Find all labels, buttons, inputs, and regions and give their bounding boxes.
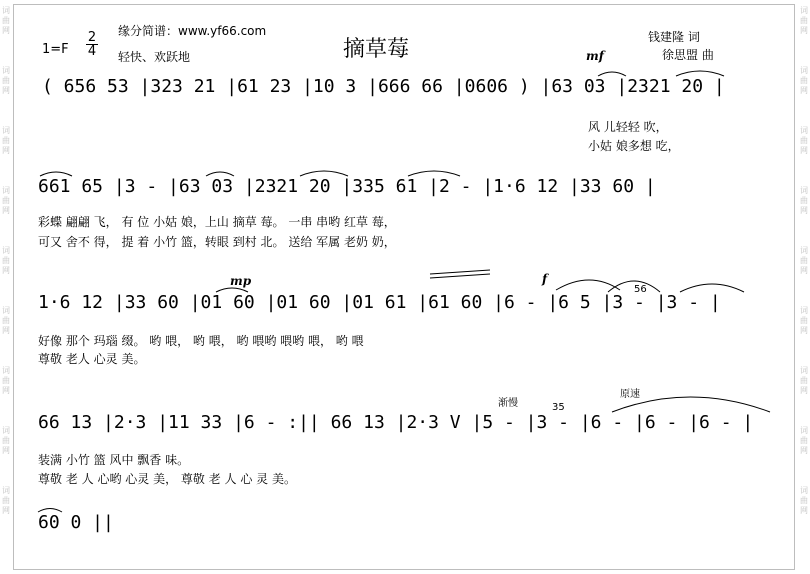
notation-line-5: 60 0 || — [38, 512, 114, 533]
watermark-right: 词曲网 — [800, 186, 808, 215]
slur — [300, 171, 348, 176]
time-signature-top: 2 — [87, 30, 97, 45]
watermark-left: 词曲网 — [2, 306, 10, 335]
watermark-right: 词曲网 — [800, 426, 808, 455]
watermark-right: 词曲网 — [800, 6, 808, 35]
grace-notes-2: 35 — [552, 402, 565, 413]
slur — [598, 72, 626, 76]
lyrics-line-4-verse-1: 装满 小竹 篮 风中 飘香 味。 — [38, 453, 190, 467]
lyrics-line-4-verse-2: 尊敬 老 人 心哟 心灵 美， 尊敬 老 人 心 灵 美。 — [38, 472, 296, 486]
notation-line-2: 661 65 |3 - |63 03 |2321 20 |335 61 |2 - |1·6 12 |33 60 | — [38, 176, 656, 197]
watermark-left: 词曲网 — [2, 366, 10, 395]
lyrics-line-3-verse-2: 尊敬 老人 心灵 美。 — [38, 352, 146, 366]
lyrics-line-2-verse-1: 彩蝶 翩翩 飞， 有 位 小姑 娘，上山 摘草 莓。 一串 串哟 红草 莓， — [38, 215, 396, 229]
lyrics-line-1-verse-2: 小姑 娘多想 吃， — [588, 139, 680, 153]
grace-notes: 56 — [634, 284, 647, 295]
composer-credit: 徐思盟 曲 — [662, 48, 714, 62]
watermark-right: 词曲网 — [800, 366, 808, 395]
lyrics-line-1-verse-1: 风 儿轻轻 吹， — [588, 120, 668, 134]
slur — [556, 280, 620, 290]
notation-line-3: 1·6 12 |33 60 |01 60 |01 60 |01 61 |61 60 |6 - |6 5 |3 - |3 - | — [38, 292, 721, 313]
watermark-left: 词曲网 — [2, 66, 10, 95]
watermark-left: 词曲网 — [2, 246, 10, 275]
watermark-right: 词曲网 — [800, 306, 808, 335]
watermark-left: 词曲网 — [2, 186, 10, 215]
watermark-right: 词曲网 — [800, 66, 808, 95]
watermark-right: 词曲网 — [800, 486, 808, 515]
dynamic-mp: mp — [230, 274, 252, 288]
watermark-right: 词曲网 — [800, 246, 808, 275]
time-signature-bottom: 4 — [87, 44, 97, 59]
lyrics-line-3-verse-1: 好像 那个 玛瑙 缀。 哟 喂， 哟 喂， 哟 喂哟 喂哟 喂， 哟 喂 — [38, 334, 364, 348]
source-website: 缘分简谱：www.yf66.com — [118, 24, 267, 38]
watermark-right: 词曲网 — [800, 126, 808, 155]
slur — [216, 288, 248, 292]
dynamic-f: f — [542, 272, 548, 286]
lyrics-line-2-verse-2: 可又 舍不 得， 提 着 小竹 篮，转眼 到村 北。 送给 军属 老奶 奶， — [38, 235, 396, 249]
slur — [680, 284, 744, 292]
lyricist-credit: 钱建隆 词 — [648, 30, 700, 44]
notation-line-4: 66 13 |2·3 |11 33 |6 - :|| 66 13 |2·3 V |5 - |3 - |6 - |6 - |6 - | — [38, 412, 754, 433]
watermark-left: 词曲网 — [2, 486, 10, 515]
slur — [612, 397, 770, 412]
slur — [608, 281, 660, 292]
tempo-ritardando: 渐慢 — [498, 398, 518, 409]
watermark-left: 词曲网 — [2, 426, 10, 455]
dynamic-mf: mf — [586, 49, 604, 63]
tempo-marking: 轻快、欢跃地 — [118, 50, 191, 64]
key-signature: 1=F — [42, 42, 69, 57]
slur — [38, 509, 62, 513]
slur — [408, 171, 460, 176]
crescendo-mark — [430, 270, 490, 278]
watermark-left: 词曲网 — [2, 126, 10, 155]
tempo-a-tempo: 原速 — [620, 389, 640, 400]
slur — [40, 172, 72, 176]
slur — [206, 172, 234, 176]
watermark-left: 词曲网 — [2, 6, 10, 35]
notation-line-1: ( 656 53 |323 21 |61 23 |10 3 |666 66 |0606 ) |63 03 |2321 20 | — [42, 76, 725, 97]
song-title: 摘草莓 — [343, 37, 410, 62]
slur — [676, 71, 724, 76]
